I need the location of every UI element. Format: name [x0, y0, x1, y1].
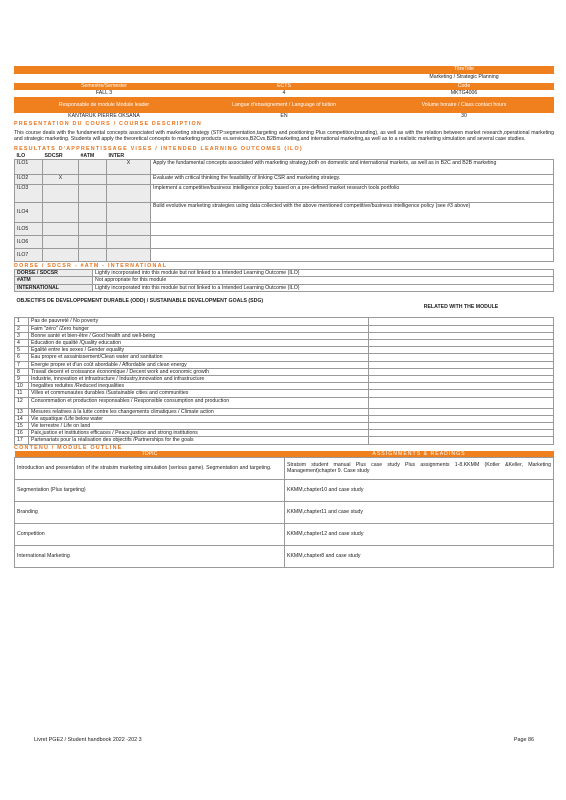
sdg-text: Paix,justice et institutions efficaces / Peace,justice and strong institutions	[29, 430, 369, 437]
sdg-related-cell	[369, 361, 554, 368]
sdg-text: Industrie, innovation et infrastructure / Industry,innovation and infrastructure	[29, 375, 369, 382]
sdg-text: Faim "zéro" /Zero hunger	[29, 325, 369, 332]
sdg-number: 3	[15, 332, 29, 339]
sdg-text: Vie terrestre / Life on land	[29, 422, 369, 429]
sdg-number: 5	[15, 347, 29, 354]
sdg-related-cell	[369, 375, 554, 382]
sdg-text: Bonne santé et bien-être / Good health and well-being	[29, 332, 369, 339]
dorse-heading: DORSE / SDCSR - #ATM - INTERNATIONAL	[14, 263, 168, 270]
outline-topic: Introduction and presentation of the stratsim marketing simulation (serious game). Segmentation and targeting.	[15, 457, 285, 479]
col-inter: INTER	[108, 152, 125, 159]
ilo-text: Implement a competitive/business intelligence policy based on a pre-defined market research tools portfolio	[151, 185, 554, 203]
ilo-inter	[107, 175, 151, 185]
presentation-text: This course deals with the fundamental concepts associated with marketing strategy (STP:segmentation,targeting and positioning Plus competition,branding), as well as with the relation between market research,operational marketing and strategic marketing. Students will apply the theoretical concepts to marketing products vs.services,B2Cvs.B2Bmarketing,and international marketing,as well as to a realistic marketing simulation and several case studies.	[14, 130, 554, 143]
sdg-row	[15, 318, 554, 325]
col-sdcsr: SDCSR	[44, 152, 63, 159]
sdg-related-cell	[369, 332, 554, 339]
outline-topic: International Marketing	[15, 545, 285, 567]
dorse-label: #ATM	[15, 277, 93, 284]
outline-row	[15, 501, 554, 523]
footer-left: Livret PGE2 / Student handbook 2022 -202 3	[34, 737, 142, 743]
outline-assignment: KKMM,chapter8 and case study	[285, 545, 554, 567]
sdg-number: 17	[15, 437, 29, 444]
sdg-row	[15, 430, 554, 437]
sdg-number: 1	[15, 318, 29, 325]
sdg-related-cell	[369, 390, 554, 397]
sdg-number: 2	[15, 325, 29, 332]
sdg-related-cell	[369, 383, 554, 390]
outcomes-table	[14, 153, 554, 262]
sdg-text: Partenariats pour la réalisation des objectifs /Partnerships for the goals	[29, 437, 369, 444]
sdg-number: 12	[15, 397, 29, 408]
outline-assignment: KKMM,chapter10 and case study	[285, 479, 554, 501]
sdg-related-cell	[369, 318, 554, 325]
sdg-related-cell	[369, 415, 554, 422]
sdg-number: 14	[15, 415, 29, 422]
ilo-sdcsr	[43, 185, 79, 203]
sdg-text: Energie propre et d'un coût abordable / Affordable and clean energy	[29, 361, 369, 368]
ilo-sdcsr	[43, 160, 79, 175]
presentation-heading: PRESENTATION DU COURS / COURSE DESCRIPTION	[14, 121, 202, 127]
sdg-row	[15, 415, 554, 422]
ilo-inter	[107, 185, 151, 203]
sdg-text: Eau propre et assainissement/Clean water and sanitation	[29, 354, 369, 361]
sdg-text: Travail decent et croissance économique / Decent work and economic growth	[29, 368, 369, 375]
sdg-row	[15, 397, 554, 408]
sdg-number: 4	[15, 339, 29, 346]
sdg-number: 8	[15, 368, 29, 375]
outline-table	[14, 451, 554, 568]
code-label: Code	[457, 83, 471, 89]
sdg-related-cell	[369, 347, 554, 354]
sdg-text: Education de qualité /Quality education	[29, 339, 369, 346]
sdg-related-cell	[369, 354, 554, 361]
sdg-related-cell	[369, 339, 554, 346]
ilo-id: ILO4	[15, 203, 43, 223]
ilo-text: Evaluate with critical thinking the feasibility of linking CSR and marketing strategy.	[151, 175, 554, 185]
sdg-row	[15, 390, 554, 397]
outline-assignment: KKMM,chapter12 and case study	[285, 523, 554, 545]
ects-value: 4	[282, 90, 286, 96]
sdg-related-cell	[369, 368, 554, 375]
col-atm: #ATM	[80, 152, 95, 159]
outline-row	[15, 457, 554, 479]
sdg-related-cell	[369, 325, 554, 332]
dorse-label: DORSE / SDCSR	[15, 270, 93, 277]
sdg-text: Inegalites reduites /Reduced inequalities	[29, 383, 369, 390]
langue-value: EN	[280, 113, 288, 119]
footer-page-number: Page 86	[513, 737, 534, 743]
col-assignments: ASSIGNMENTS & READINGS	[372, 450, 466, 457]
outline-topic: Branding	[15, 501, 285, 523]
sdg-text: Vie aquatique /Life below water	[29, 415, 369, 422]
ilo-id: ILO2	[15, 175, 43, 185]
page-footer	[34, 737, 534, 743]
sdg-number: 13	[15, 408, 29, 415]
sdg-text: Mesures relatives à la lutte contre les changements climatiques / Climate action	[29, 408, 369, 415]
outline-assignment: KKMM,chapter11 and case study	[285, 501, 554, 523]
dorse-text: Lightly incorporated into this module but not linked to a Intended Learning Outcome (ILO)	[93, 270, 554, 277]
responsable-value: KANTARUK PIERRE OKSANA	[68, 113, 140, 119]
sdg-number: 10	[15, 383, 29, 390]
sdg-row	[15, 383, 554, 390]
ilo-text: Build evolutive marketing strategies using data collected with the above mentioned competitive/business intelligence policy (see #3 above)	[151, 203, 554, 223]
volume-value: 30	[461, 113, 467, 119]
ilo-id: ILO1	[15, 160, 43, 175]
sdg-related-cell	[369, 430, 554, 437]
code-value: MKTG4006	[450, 90, 478, 96]
sdg-text: Consommation et production responsables / Responsible consumption and production	[29, 397, 369, 408]
outcomes-heading: RESULTATS D'APPRENTISSAGE VISES / INTENDED LEARNING OUTCOMES (ILO)	[14, 145, 303, 152]
sdg-related-cell	[369, 437, 554, 444]
outline-row	[15, 479, 554, 501]
ilo-id: ILO6	[15, 236, 43, 249]
outline-topic: Competition	[15, 523, 285, 545]
dorse-table	[14, 269, 554, 292]
dorse-text: Lightly incorporated into this module but not linked to a Intended Learning Outcome (ILO)	[93, 284, 554, 291]
sdg-related-cell	[369, 408, 554, 415]
sdg-row	[15, 354, 554, 361]
sdg-row	[15, 339, 554, 346]
ilo-sdcsr: X	[43, 175, 79, 185]
ilo-inter: X	[107, 160, 151, 175]
ilo-text: Apply the fundamental concepts associated with marketing strategy,both on domestic and international markets, as well as in B2C and B2B marketing	[151, 160, 554, 175]
sdg-number: 16	[15, 430, 29, 437]
outline-row	[15, 523, 554, 545]
responsable-label: Responsable de module Module leader	[58, 101, 150, 108]
sdg-table	[14, 298, 554, 445]
semestre-label: Semestre/Semester	[81, 83, 127, 89]
ilo-sdcsr	[43, 203, 79, 223]
ects-label: ECTS	[277, 83, 291, 89]
sdg-heading: OBJECTIFS DE DEVELOPPEMENT DURABLE (ODD) / SUSTAINABLE DEVELOPMENT GOALS (SDG)	[16, 297, 264, 304]
course-sheet	[14, 66, 554, 568]
sdg-number: 6	[15, 354, 29, 361]
semestre-value: FALL 3	[95, 90, 113, 96]
sdg-row	[15, 325, 554, 332]
sdg-row	[15, 332, 554, 339]
ilo-id: ILO3	[15, 185, 43, 203]
sdg-number: 15	[15, 422, 29, 429]
ilo-id: ILO5	[15, 223, 43, 236]
sdg-number: 11	[15, 390, 29, 397]
outline-assignment: Stratsim student manual Plus case study Plus assignments 1-8.KKMM (Kotler &Keller, Marketing Management)chapter 9. Case study	[285, 457, 554, 479]
sdg-text: Egalité entre les sexes / Gender equality	[29, 347, 369, 354]
volume-label: Volume horaire / Class contact hours	[421, 101, 507, 108]
outline-heading: CONTENU / MODULE OUTLINE	[14, 444, 123, 451]
title-label: TitreTitle	[454, 66, 474, 72]
sdg-text: Villes et communautes durables /Sustainable cities and communities	[29, 390, 369, 397]
sdg-row	[15, 437, 554, 444]
langue-label: Langue d'enseignement / Language of tuition	[232, 101, 336, 108]
title-value: Marketing / Strategic Planning	[429, 74, 499, 80]
col-topic: TOPIC	[141, 450, 158, 457]
outline-row	[15, 545, 554, 567]
sdg-text: Pas de pauvreté / No poverty	[29, 318, 369, 325]
sdg-row	[15, 361, 554, 368]
outline-topic: Segmentation (Plus targeting)	[15, 479, 285, 501]
sdg-related-heading: RELATED WITH THE MODULE	[423, 304, 499, 311]
sdg-row	[15, 368, 554, 375]
sdg-related-cell	[369, 397, 554, 408]
sdg-number: 9	[15, 375, 29, 382]
sdg-row	[15, 408, 554, 415]
dorse-label: INTERNATIONAL	[15, 284, 93, 291]
header-table	[14, 66, 554, 121]
sdg-related-cell	[369, 422, 554, 429]
sdg-row	[15, 422, 554, 429]
sdg-number: 7	[15, 361, 29, 368]
ilo-inter	[107, 203, 151, 223]
col-ilo: ILO	[16, 152, 26, 159]
ilo-id: ILO7	[15, 249, 43, 262]
dorse-text: Not appropriate for this module	[93, 277, 554, 284]
sdg-row	[15, 375, 554, 382]
sdg-row	[15, 347, 554, 354]
